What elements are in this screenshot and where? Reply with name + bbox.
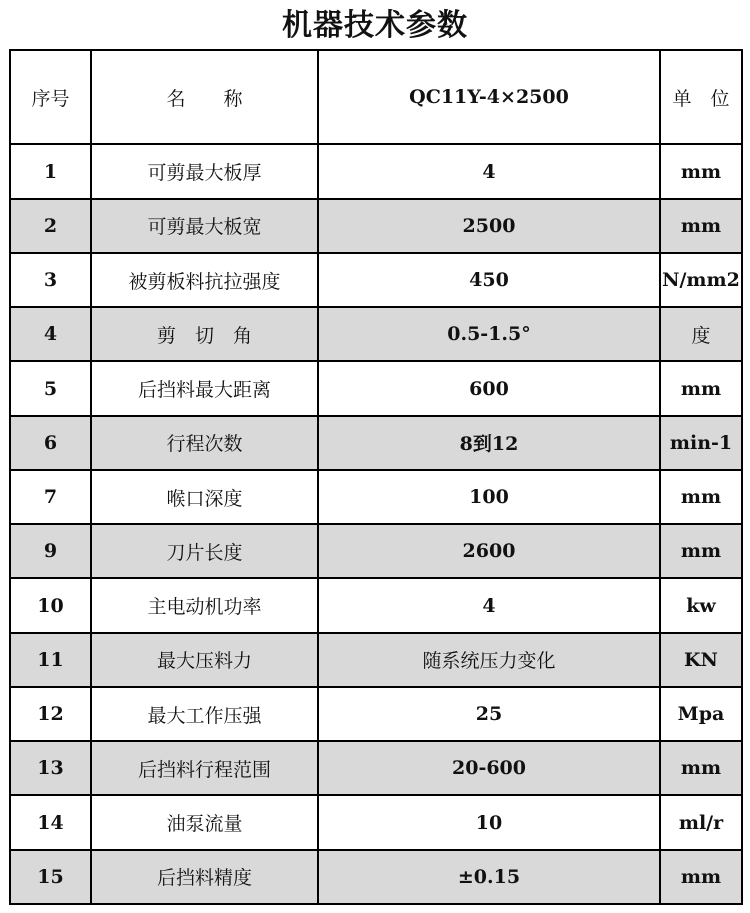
- row-index: 13: [10, 741, 91, 795]
- table-row: [10, 687, 742, 741]
- row-name: 剪 切 角: [91, 307, 318, 361]
- row-index: 2: [10, 199, 91, 253]
- row-value: 2600: [318, 524, 660, 578]
- row-index: 11: [10, 633, 91, 687]
- row-name: 喉口深度: [91, 470, 318, 524]
- row-value: 25: [318, 687, 660, 741]
- row-unit: mm: [660, 524, 742, 578]
- row-value: 随系统压力变化: [318, 633, 660, 687]
- row-unit: mm: [660, 199, 742, 253]
- row-unit: ml/r: [660, 795, 742, 849]
- row-unit: mm: [660, 470, 742, 524]
- table-row: [10, 524, 742, 578]
- header-index: 序号: [10, 50, 91, 144]
- page-title: 机器技术参数: [282, 8, 468, 43]
- row-name: 主电动机功率: [91, 578, 318, 632]
- table-row: [10, 850, 742, 904]
- row-index: 14: [10, 795, 91, 849]
- row-value: ±0.15: [318, 850, 660, 904]
- row-value: 20-600: [318, 741, 660, 795]
- row-index: 4: [10, 307, 91, 361]
- table-row: [10, 795, 742, 849]
- row-index: 3: [10, 253, 91, 307]
- row-index: 6: [10, 416, 91, 470]
- row-name: 可剪最大板厚: [91, 144, 318, 198]
- row-name: 被剪板料抗拉强度: [91, 253, 318, 307]
- row-value: 4: [318, 578, 660, 632]
- row-unit: mm: [660, 144, 742, 198]
- row-name: 行程次数: [91, 416, 318, 470]
- table-header-row: [10, 50, 742, 144]
- spec-table: [9, 49, 743, 905]
- row-value: 2500: [318, 199, 660, 253]
- header-name: 名 称: [91, 50, 318, 144]
- row-name: 后挡料行程范围: [91, 741, 318, 795]
- table-row: [10, 253, 742, 307]
- row-name: 油泵流量: [91, 795, 318, 849]
- row-unit: Mpa: [660, 687, 742, 741]
- header-model: QC11Y-4×2500: [318, 50, 660, 144]
- row-value: 8到12: [318, 416, 660, 470]
- row-name: 后挡料精度: [91, 850, 318, 904]
- row-value: 100: [318, 470, 660, 524]
- row-unit: N/mm2: [660, 253, 742, 307]
- table-row: [10, 578, 742, 632]
- row-name: 刀片长度: [91, 524, 318, 578]
- row-unit: mm: [660, 741, 742, 795]
- row-unit: mm: [660, 850, 742, 904]
- table-row: [10, 416, 742, 470]
- row-value: 4: [318, 144, 660, 198]
- row-value: 10: [318, 795, 660, 849]
- table-row: [10, 144, 742, 198]
- row-value: 600: [318, 361, 660, 415]
- row-index: 10: [10, 578, 91, 632]
- row-index: 7: [10, 470, 91, 524]
- row-name: 最大工作压强: [91, 687, 318, 741]
- header-unit: 单 位: [660, 50, 742, 144]
- row-value: 0.5-1.5°: [318, 307, 660, 361]
- row-index: 9: [10, 524, 91, 578]
- row-index: 5: [10, 361, 91, 415]
- table-row: [10, 741, 742, 795]
- table-row: [10, 633, 742, 687]
- table-row: [10, 470, 742, 524]
- table-row: [10, 361, 742, 415]
- row-name: 最大压料力: [91, 633, 318, 687]
- row-unit: 度: [660, 307, 742, 361]
- row-index: 12: [10, 687, 91, 741]
- table-row: [10, 307, 742, 361]
- row-index: 1: [10, 144, 91, 198]
- row-name: 后挡料最大距离: [91, 361, 318, 415]
- row-unit: min-1: [660, 416, 742, 470]
- row-unit: mm: [660, 361, 742, 415]
- row-index: 15: [10, 850, 91, 904]
- row-name: 可剪最大板宽: [91, 199, 318, 253]
- row-value: 450: [318, 253, 660, 307]
- row-unit: KN: [660, 633, 742, 687]
- table-row: [10, 199, 742, 253]
- row-unit: kw: [660, 578, 742, 632]
